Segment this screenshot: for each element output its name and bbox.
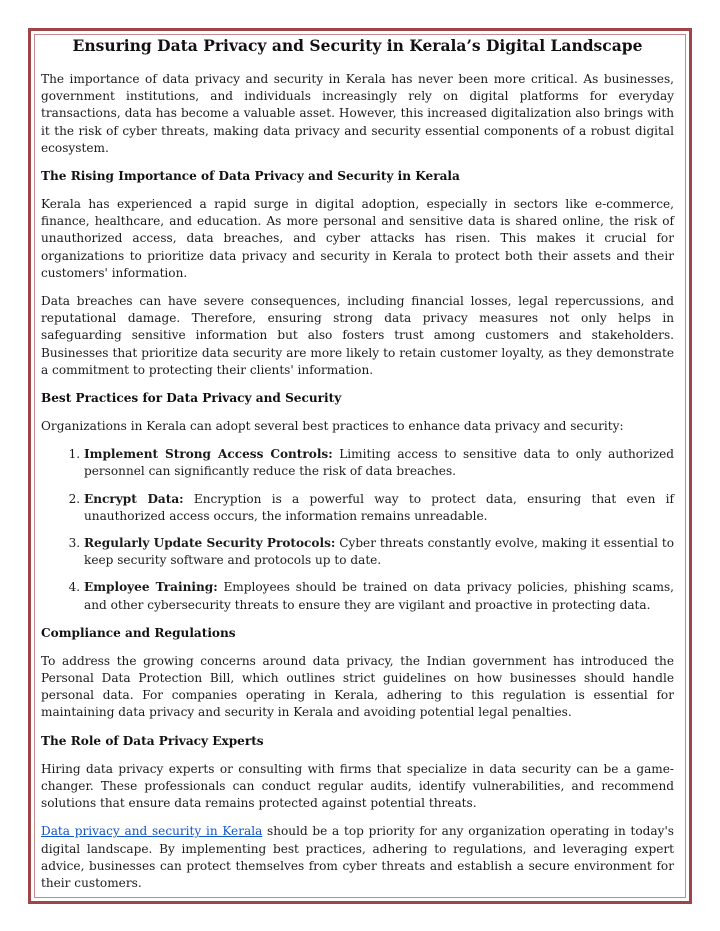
section-heading-best-practices: Best Practices for Data Privacy and Security	[41, 391, 342, 406]
list-item	[84, 579, 674, 613]
list-item-title: Implement Strong Access Controls:	[84, 447, 333, 462]
data-privacy-link[interactable]: Data privacy and security in Kerala	[41, 824, 263, 839]
list-item-text: Cyber threats constantly evolve, making it essential to keep security software and protocols up to date.	[84, 536, 674, 568]
list-item	[84, 446, 674, 480]
rising-importance-paragraph-2: Data breaches can have severe consequences, including financial losses, legal repercussions, and reputational damage. Therefore, ensuring strong data privacy measures not only helps in safeguarding sensitive information but also fosters trust among customers and stakeholders. Businesses that prioritize data security are more likely to retain customer loyalty, as they demonstrate a commitment to protecting their clients' information.	[41, 294, 674, 377]
intro-paragraph: The importance of data privacy and security in Kerala has never been more critical. As businesses, government institutions, and individuals increasingly rely on digital platforms for everyday transactions, data has become a valuable asset. However, this increased digitalization also brings with it the risk of cyber threats, making data privacy and security essential components of a robust digital ecosystem.	[41, 72, 674, 155]
closing-paragraph	[41, 823, 674, 892]
section-heading-compliance: Compliance and Regulations	[41, 625, 236, 640]
article	[41, 36, 674, 903]
closing-text: should be a top priority for any organization operating in today's digital landscape. By implementing best practices, adhering to regulations, and leveraging expert advice, businesses can protect themselves from cyber threats and establish a secure environment for their customers.	[41, 824, 674, 890]
page-title: Ensuring Data Privacy and Security in Kerala’s Digital Landscape	[72, 36, 643, 55]
section-heading-rising-importance: The Rising Importance of Data Privacy and Security in Kerala	[41, 169, 460, 184]
list-item-text: Limiting access to sensitive data to only authorized personnel can significantly reduce the risk of data breaches.	[84, 447, 674, 479]
list-item-text: Encryption is a powerful way to protect data, ensuring that even if unauthorized access occurs, the information remains unreadable.	[84, 491, 674, 523]
compliance-paragraph: To address the growing concerns around data privacy, the Indian government has introduced the Personal Data Protection Bill, which outlines strict guidelines on how businesses should handle personal data. For companies operating in Kerala, adhering to this regulation is essential for maintaining data privacy and security in Kerala and avoiding potential legal penalties.	[41, 653, 674, 720]
list-item-title: Regularly Update Security Protocols:	[84, 536, 336, 551]
list-item-title: Employee Training:	[84, 580, 218, 595]
section-heading-experts: The Role of Data Privacy Experts	[41, 733, 264, 748]
list-item	[84, 491, 674, 525]
best-practices-list	[41, 446, 674, 614]
rising-importance-paragraph-1: Kerala has experienced a rapid surge in digital adoption, especially in sectors like e-commerce, finance, healthcare, and education. As more personal and sensitive data is shared online, the risk of unauthorized access, data breaches, and cyber attacks has risen. This makes it crucial for organizations to prioritize data privacy and security in Kerala to protect both their assets and their customers' information.	[41, 197, 674, 280]
best-practices-intro: Organizations in Kerala can adopt several best practices to enhance data privacy and security:	[41, 419, 624, 434]
experts-paragraph: Hiring data privacy experts or consulting with firms that specialize in data security can be a game-changer. These professionals can conduct regular audits, identify vulnerabilities, and recommend solutions that ensure data remains protected against potential threats.	[41, 761, 674, 811]
list-item-text: Employees should be trained on data privacy policies, phishing scams, and other cybersecurity threats to ensure they are vigilant and proactive in protecting data.	[84, 580, 675, 612]
list-item-title: Encrypt Data:	[84, 491, 184, 506]
list-item	[84, 535, 674, 569]
